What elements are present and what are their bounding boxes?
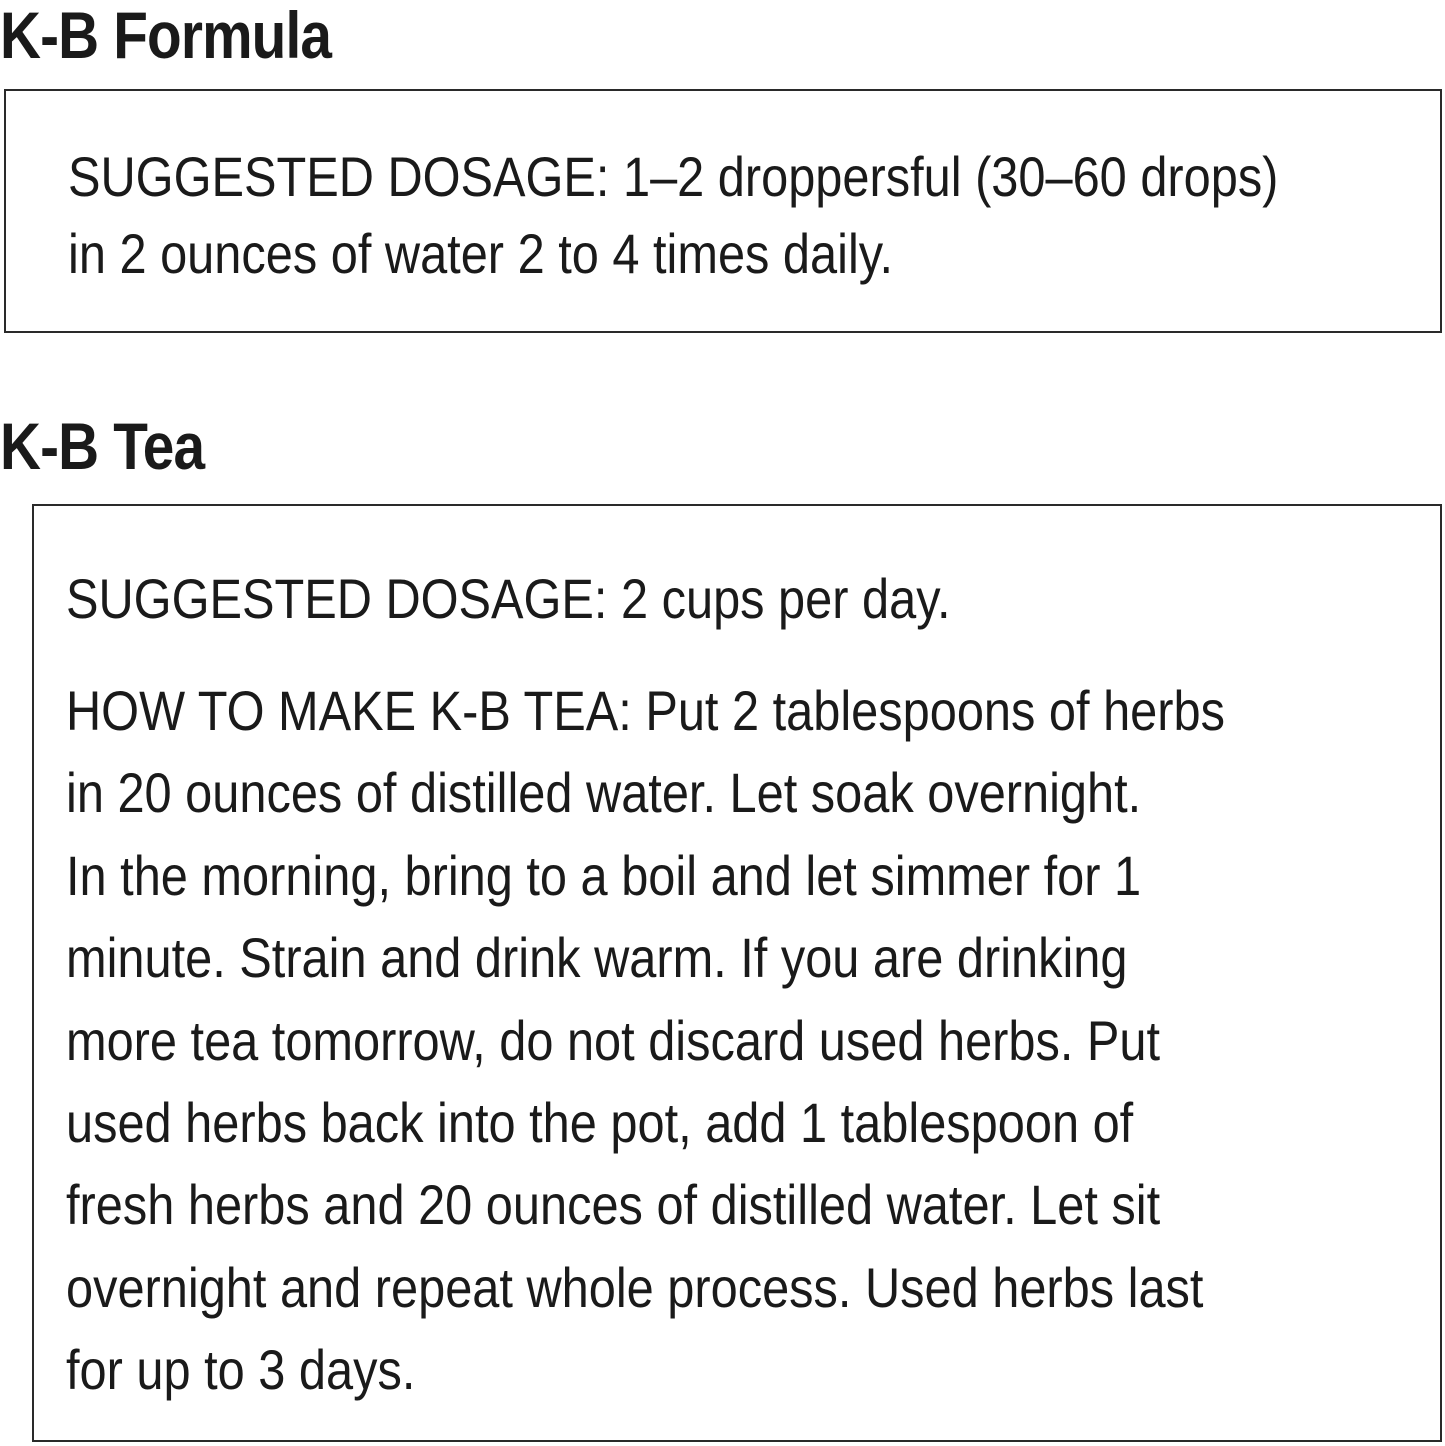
tea-dosage-text: SUGGESTED DOSAGE: 2 cups per day. (66, 567, 951, 630)
tea-how-to-text: HOW TO MAKE K-B TEA: Put 2 tablespoons of herbs in 20 ounces of distilled water. Let soak overnight. In the morning, bring to a boil and let simmer for 1 minute. Strain and drink warm. If you are drinking more tea tomorrow, do not discard used herbs. Put used herbs back into the pot, add 1 tablespoon of fresh herbs and 20 ounces of distilled water. Let sit overnight and repeat whole process. Used herbs last for up to 3 days. (66, 679, 1225, 1402)
formula-dosage-box (4, 89, 1442, 333)
tea-instructions-box (32, 504, 1442, 1442)
formula-heading: K-B Formula (0, 0, 332, 72)
formula-dosage-text: SUGGESTED DOSAGE: 1–2 droppersful (30–60 drops) in 2 ounces of water 2 to 4 times daily. (68, 145, 1279, 285)
tea-heading: K-B Tea (0, 409, 205, 483)
